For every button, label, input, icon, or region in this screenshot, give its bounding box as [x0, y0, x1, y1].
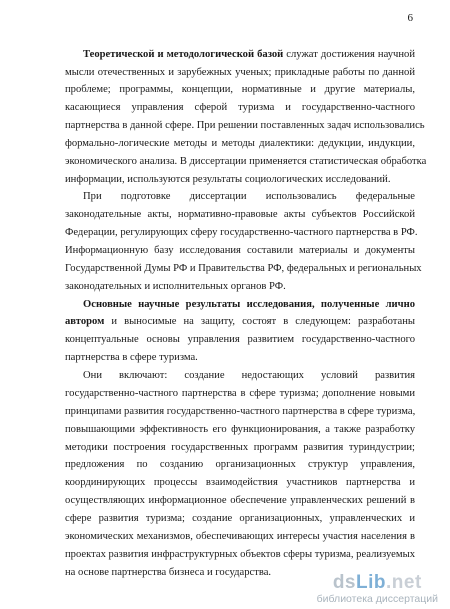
text-line: [65, 48, 415, 61]
bold-text: автором: [65, 316, 105, 327]
bold-text: Теоретической и методологической базой: [83, 49, 284, 60]
dslib-watermark: [317, 573, 438, 605]
text-span: служат достижения научной: [283, 49, 415, 60]
text-line: повышающими эффективность его функционирования, а также разработку: [65, 424, 415, 435]
text-line: касающиеся управления сферой туризма и государственно-частного: [65, 102, 415, 113]
text-line: экономического анализа. В диссертации применяется статистическая обработка: [65, 156, 427, 167]
text-line: на основе партнерства бизнеса и государства.: [65, 567, 272, 578]
text-line: партнерства в сфере туризма.: [65, 352, 198, 363]
text-line: экономических механизмов, обеспечивающих интересы участия населения в: [65, 531, 415, 542]
text-line: проблеме; программы, концепции, нормативные и другие материалы,: [65, 84, 415, 95]
text-span: и выносимые на защиту, состоят в следующем: разработаны: [104, 316, 415, 327]
text-line: Федерации, регулирующих сферу государственно-частного партнерства в РФ.: [65, 227, 418, 238]
text-line: государственно-частного партнерства в сфере туризма; дополнение новыми: [65, 388, 415, 399]
bold-text: Основные научные результаты исследования, полученные лично: [83, 299, 415, 310]
text-line: координирующих процессы взаимодействия участников партнерства и: [65, 477, 415, 488]
text-line: сфере развития туризма; создание организационных, управленческих и: [65, 513, 415, 524]
text-line: принципами развития государственно-частного партнерства в сфере туризма,: [65, 406, 416, 417]
text-line: партнерства в данной сфере. При решении поставленных задач использовались: [65, 120, 425, 131]
text-line: Информационную базу исследования составили материалы и документы: [65, 245, 415, 256]
text-line: [65, 315, 415, 328]
text-line: Государственной Думы РФ и Правительства РФ, федеральных и региональных: [65, 263, 422, 274]
text-line: предложения по созданию организационных структур управления,: [65, 459, 415, 470]
page-number: 6: [407, 12, 413, 24]
text-line: законодательных и исполнительных органов РФ.: [65, 281, 286, 292]
text-line: осуществляющих информационное обеспечение управленческих решений в: [65, 495, 415, 506]
dslib-logo: dsLib.net: [332, 572, 422, 593]
text-line: Они включают: создание недостающих условий развития: [83, 370, 415, 381]
text-line: [65, 298, 415, 311]
text-line: методики построения государственных программ развития туриндустрии;: [65, 442, 415, 453]
text-line: информации, используются результаты социологических исследований.: [65, 174, 391, 185]
text-line: законодательные акты, нормативно-правовые акты субъектов Российской: [65, 209, 415, 220]
text-line: проектах развития инфраструктурных объектов сферы туризма, реализуемых: [65, 549, 415, 560]
text-line: формально-логические методы и методы диалектики: дедукции, индукции,: [65, 138, 415, 149]
watermark-subtitle: библиотека диссертаций: [316, 593, 438, 605]
text-line: концептуальные основы управления развитием государственно-частного: [65, 334, 415, 345]
text-line: При подготовке диссертации использовались федеральные: [83, 191, 415, 202]
text-line: мысли отечественных и зарубежных ученых; прикладные работы по данной: [65, 67, 415, 78]
